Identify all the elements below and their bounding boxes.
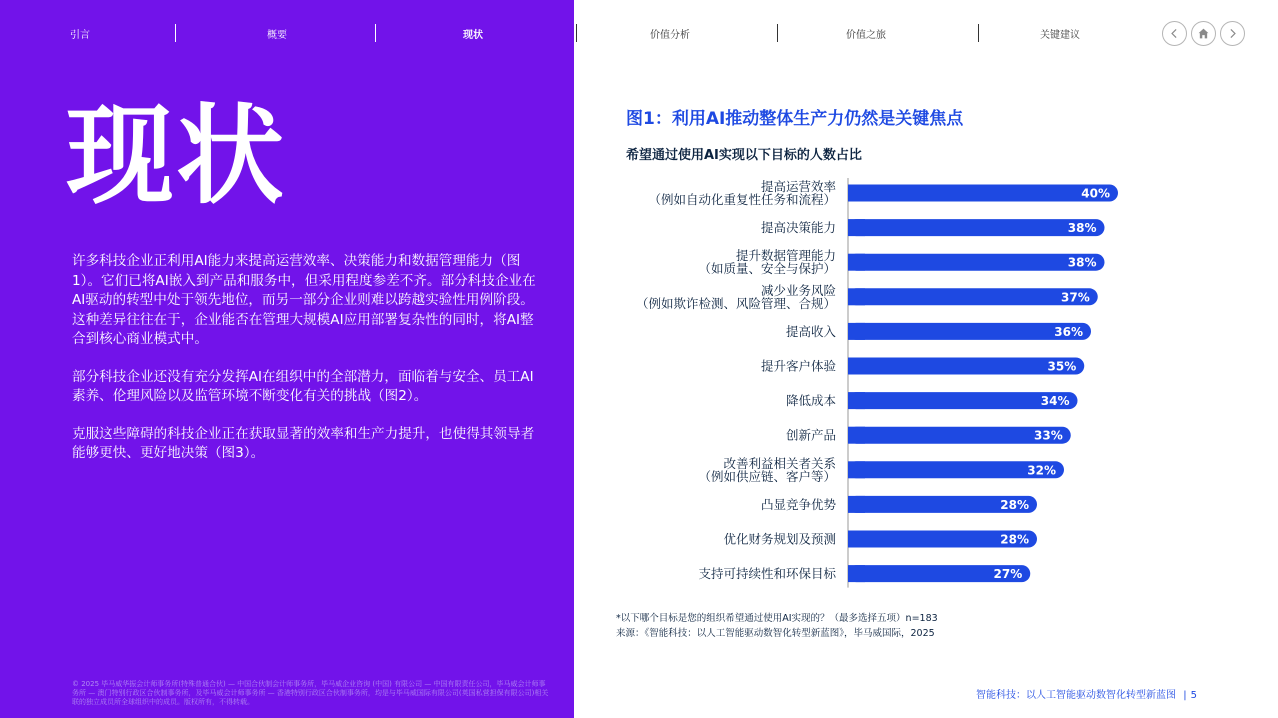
body-paragraph: 部分科技企业还没有充分发挥AI在组织中的全部潜力，面临着与安全、员工AI素养、伦理风险以及监管环境不断变化有关的挑战（图2）。 bbox=[72, 368, 534, 404]
nav-item-value-journey[interactable]: 价值之旅 bbox=[846, 30, 886, 41]
chart-bar-base bbox=[848, 392, 865, 409]
nav-divider bbox=[576, 24, 577, 42]
chevron-right-icon bbox=[1226, 27, 1239, 40]
nav-divider bbox=[777, 24, 778, 42]
chart-bar-base bbox=[848, 427, 865, 444]
chart-bar-base bbox=[848, 496, 865, 513]
chart-data-label: 34% bbox=[1040, 394, 1070, 409]
top-nav bbox=[0, 22, 1080, 46]
home-icon bbox=[1197, 27, 1210, 40]
nav-divider bbox=[978, 24, 979, 42]
body-paragraph: 许多科技企业正利用AI能力来提高运营效率、决策能力和数据管理能力（图1）。它们已将AI嵌入到产品和服务中，但采用程度参差不齐。部分科技企业在AI驱动的转型中处于领先地位，而另一部分企业则难以跨越实验性用例阶段。这种差异往往在于，企业能否在管理大规模AI应用部署复杂性的同时，将AI整合到核心商业模式中。 bbox=[72, 253, 536, 347]
chart-bar bbox=[848, 219, 1105, 236]
chart-category-label: 创新产品 bbox=[785, 427, 836, 443]
chart-bar-base bbox=[848, 219, 865, 236]
page-title: 现状 bbox=[66, 94, 287, 219]
chart-data-label: 35% bbox=[1047, 359, 1077, 374]
footer-doc-title: 智能科技：以人工智能驱动数智化转型新蓝图 bbox=[976, 690, 1176, 701]
chart-category-label: （如质量、安全与保护） bbox=[698, 261, 836, 277]
page-number: 5 bbox=[1190, 690, 1197, 701]
chart-category-label: 提高运营效率 bbox=[760, 179, 836, 194]
chart-category-label: 改善利益相关者关系 bbox=[723, 455, 836, 471]
nav-item-overview[interactable]: 概要 bbox=[267, 30, 287, 41]
chart-bar-base bbox=[848, 185, 865, 202]
figure-title: 图1：利用AI推动整体生产力仍然是关键焦点 bbox=[626, 109, 964, 129]
bar-chart-svg bbox=[600, 176, 1160, 592]
footer-separator: | bbox=[1183, 690, 1187, 701]
nav-divider bbox=[375, 24, 376, 42]
figure-subtitle: 希望通过使用AI实现以下目标的人数占比 bbox=[626, 148, 862, 163]
chart-category-label: （例如欺诈检测、风险管理、合规） bbox=[635, 295, 836, 311]
nav-item-current-state[interactable]: 现状 bbox=[463, 30, 483, 41]
chart-bar-base bbox=[848, 531, 865, 548]
chevron-left-icon bbox=[1168, 27, 1181, 40]
chart-category-label: 提升客户体验 bbox=[760, 358, 836, 374]
chart-category-label: 降低成本 bbox=[785, 393, 836, 409]
figure-footnote bbox=[616, 611, 938, 641]
copyright-notice: © 2025 毕马威华振会计师事务所(特殊普通合伙) — 中国合伙制会计师事务所，毕马威企业咨询 (中国) 有限公司 — 中国有限责任公司，毕马威会计师事务所 — 澳门特别行政区合伙制事务所，及毕马威会计师事务所 — 香港特别行政区合伙制事务所，均是与毕马威国际有限公司(英国私营担保有限公司)相关联的独立成员所全球组织中的成员。版权所有，不得转载。 bbox=[72, 680, 549, 706]
chart-data-label: 40% bbox=[1081, 186, 1110, 201]
chart-category-label: 支持可持续性和环保目标 bbox=[698, 566, 836, 582]
chart-data-label: 27% bbox=[993, 567, 1023, 582]
chart-bar-base bbox=[848, 565, 865, 582]
chart-bar-base bbox=[848, 358, 865, 375]
bar-chart bbox=[600, 176, 1160, 592]
chart-category-label: 减少业务风险 bbox=[760, 282, 836, 298]
chart-category-label: 凸显竞争优势 bbox=[760, 496, 836, 512]
chart-bar bbox=[848, 185, 1118, 202]
chart-data-label: 38% bbox=[1067, 221, 1097, 236]
nav-divider bbox=[175, 24, 176, 42]
chart-category-label: （例如自动化重复性任务和流程） bbox=[648, 192, 836, 207]
chart-data-label: 28% bbox=[1000, 497, 1029, 512]
chart-category-label: 优化财务规划及预测 bbox=[723, 531, 836, 547]
body-text bbox=[72, 252, 542, 482]
chart-data-label: 33% bbox=[1034, 428, 1063, 443]
chart-data-label: 36% bbox=[1054, 324, 1083, 339]
next-page-button[interactable] bbox=[1220, 21, 1245, 46]
page-nav-buttons bbox=[1162, 21, 1245, 46]
nav-item-value-analysis[interactable]: 价值分析 bbox=[650, 30, 690, 41]
prev-page-button[interactable] bbox=[1162, 21, 1187, 46]
chart-data-label: 32% bbox=[1027, 463, 1056, 478]
chart-category-label: （例如供应链、客户等） bbox=[698, 468, 836, 484]
chart-category-label: 提升数据管理能力 bbox=[735, 248, 836, 264]
body-paragraph: 克服这些障碍的科技企业正在获取显著的效率和生产力提升，也使得其领导者能够更快、更好地决策（图3）。 bbox=[72, 425, 535, 461]
chart-data-label: 37% bbox=[1061, 290, 1090, 305]
chart-data-label: 38% bbox=[1067, 255, 1097, 270]
footnote-source: 来源：《智能科技：以人工智能驱动数智化转型新蓝图》，毕马威国际，2025 bbox=[616, 628, 935, 639]
footnote-question: *以下哪个目标是您的组织希望通过使用AI实现的？（最多选择五项）n=183 bbox=[616, 613, 938, 624]
home-button[interactable] bbox=[1191, 21, 1216, 46]
chart-category-label: 提高决策能力 bbox=[760, 220, 836, 236]
chart-bar-base bbox=[848, 288, 865, 305]
chart-bar-base bbox=[848, 461, 865, 478]
chart-bar-base bbox=[848, 254, 865, 271]
chart-data-label: 28% bbox=[1000, 532, 1029, 547]
page-footer bbox=[976, 686, 1197, 701]
chart-category-label: 提高收入 bbox=[785, 323, 836, 339]
nav-item-intro[interactable]: 引言 bbox=[70, 30, 90, 41]
nav-item-recommendations[interactable]: 关键建议 bbox=[1040, 30, 1080, 41]
chart-bar-base bbox=[848, 323, 865, 340]
chart-bar bbox=[848, 254, 1105, 271]
